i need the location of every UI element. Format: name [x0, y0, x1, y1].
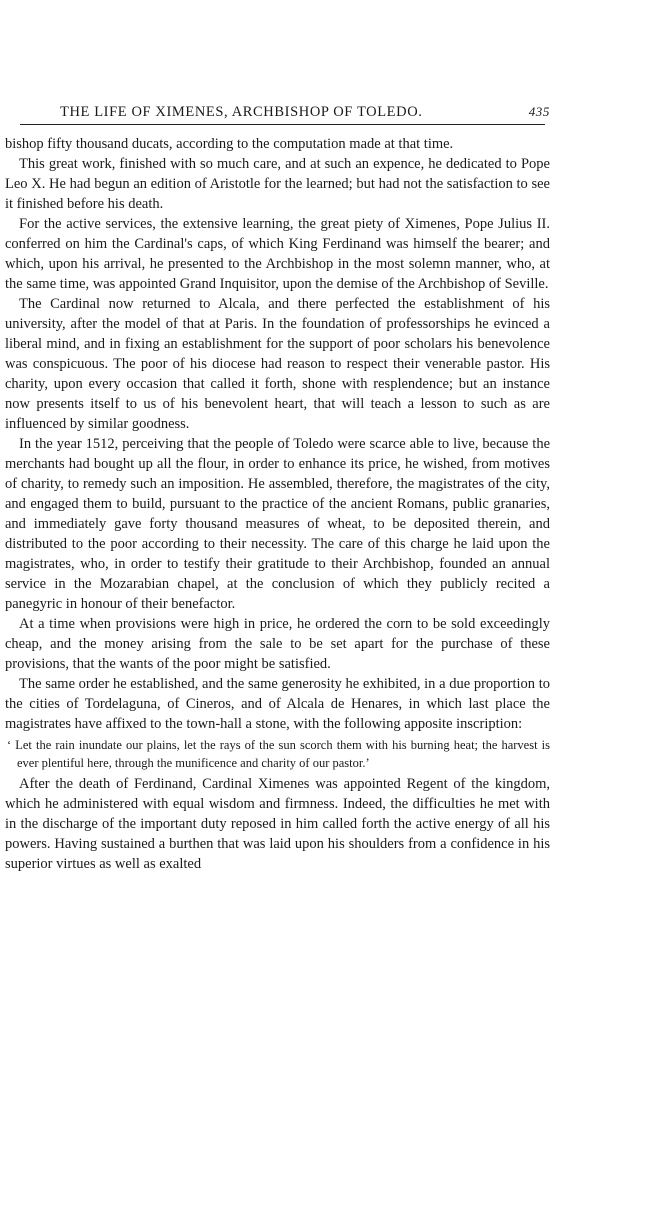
- paragraph: After the death of Ferdinand, Cardinal Ximenes was appointed Regent of the kingdom, which he administered with equal wisdom and firmness. Indeed, the difficulties he met with in the discharge of the important duty reposed in him called forth the active energy of all his powers. Having sustained a burthen that was laid upon his shoulders from a confidence in his superior virtues as well as exalted: [5, 776, 550, 872]
- page-number: 435: [528, 104, 550, 119]
- paragraph: In the year 1512, perceiving that the people of Toledo were scarce able to live, because the merchants had bought up all the flour, in order to enhance its price, he wished, from motives of charity, to remedy such an imposition. He assembled, therefore, the magistrates of the city, and engaged them to build, pursuant to the practice of the ancient Romans, public granaries, and immediately gave forty thousand measures of wheat, to be deposited therein, and distributed to the poor according to their necessity. The care of this charge he laid upon the magistrates, who, in order to testify their gratitude to their Archbishop, founded an annual service in the Mozarabian chapel, at the conclusion of which they publicly recited a panegyric in honour of their benefactor.: [5, 436, 550, 612]
- header-rule: [20, 124, 545, 125]
- body-text: [5, 134, 550, 874]
- inscription-quote: ‘ Let the rain inundate our plains, let the rays of the sun scorch them with his burning heat; the harvest is ever plentiful here, through the munificence and charity of our pastor.’: [7, 738, 550, 770]
- paragraph: The same order he established, and the same generosity he exhibited, in a due proportion to the cities of Tordelaguna, of Cineros, and of Alcala de Henares, in which last place the magistrates have affixed to the town-hall a stone, with the following apposite inscription:: [5, 676, 550, 732]
- paragraph: For the active services, the extensive learning, the great piety of Ximenes, Pope Julius II. conferred on him the Cardinal's caps, of which King Ferdinand was himself the bearer; and which, upon his arrival, he presented to the Archbishop in the most solemn manner, who, at the same time, was appointed Grand Inquisitor, upon the demise of the Archbishop of Seville.: [5, 216, 550, 292]
- paragraph-continuation: bishop fifty thousand ducats, according to the computation made at that time.: [5, 136, 454, 152]
- paragraph: The Cardinal now returned to Alcala, and there perfected the establishment of his university, after the model of that at Paris. In the foundation of professorships he evinced a liberal mind, and in fixing an establishment for the support of poor scholars his benevolence was conspicuous. The poor of his diocese had reason to respect their venerable pastor. His charity, upon every occasion that called it forth, shone with resplendence; but an instance now presents itself to us of his benevolent heart, that will teach a lesson to such as are influenced by similar goodness.: [5, 296, 550, 432]
- running-header: [30, 104, 550, 121]
- running-title: THE LIFE OF XIMENES, ARCHBISHOP OF TOLEDO.: [60, 104, 423, 120]
- paragraph: This great work, finished with so much care, and at such an expence, he dedicated to Pope Leo X. He had begun an edition of Aristotle for the learned; but had not the satisfaction to see it finished before his death.: [5, 156, 550, 212]
- paragraph: At a time when provisions were high in price, he ordered the corn to be sold exceedingly cheap, and the money arising from the sale to be set apart for the purchase of these provisions, that the wants of the poor might be satisfied.: [5, 616, 550, 672]
